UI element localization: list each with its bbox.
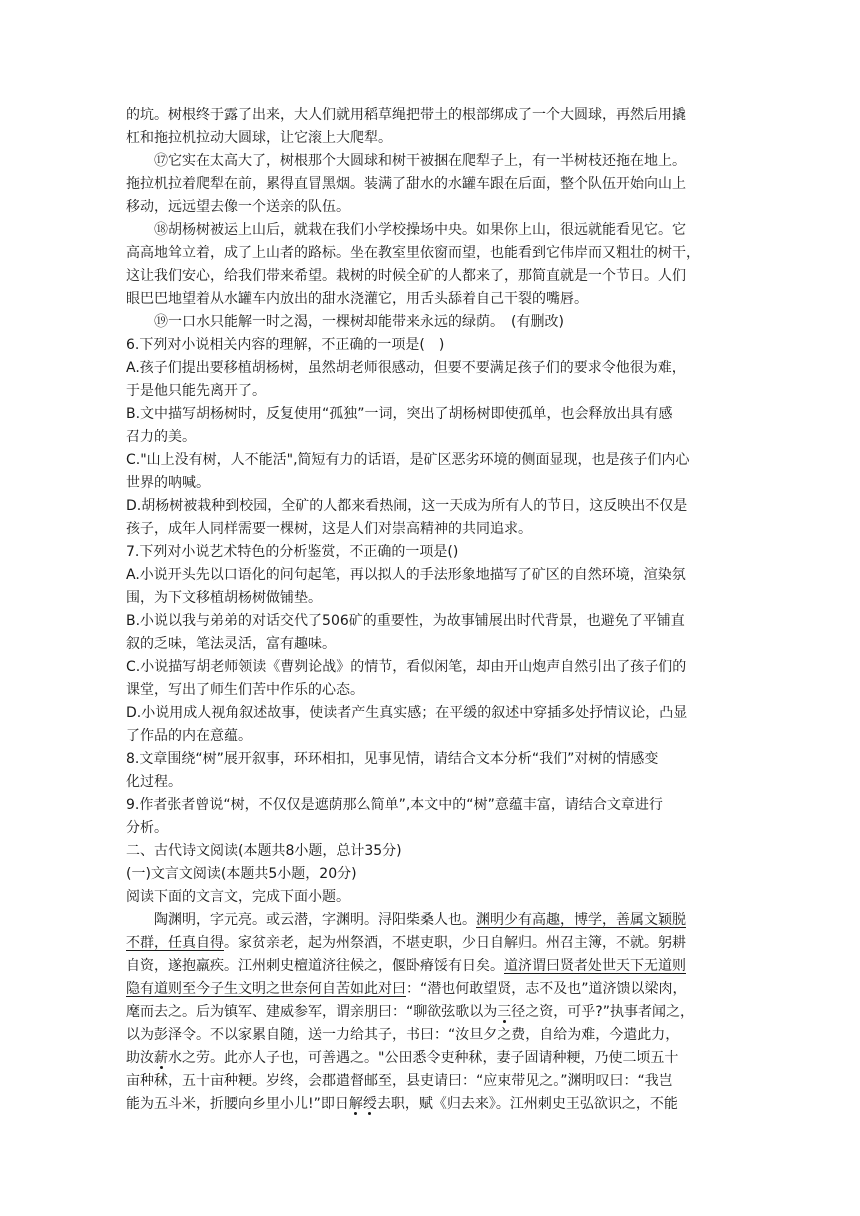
text-span: 去职，赋《归去来》。江州刺史王弘欲识之，不能 [376,1096,678,1112]
text-line: 拖拉机拉着爬犁在前，累得直冒黑烟。装满了甜水的水罐车跟在后面，整个队伍开始向山上 [126,176,686,192]
classical-text-line [126,1001,734,1024]
question-8: 8.文章围绕“树”展开叙事，环环相扣，见事见情，请结合文本分析“我们”对树的情感变 [126,751,659,767]
section-heading: 二、古代诗文阅读(本题共8小题，总计35分) [126,843,402,859]
question-7: 7.下列对小说艺术特色的分析鉴赏，不正确的一项是() [126,544,459,560]
classical-text-line: 以为彭泽令。不以家累自随，送一力给其子，书曰：“汝旦夕之费，自给为难，今遣此力， [126,1027,680,1043]
text-line: 于是他只能先离开了。 [126,383,266,399]
text-span: 径之资，可乎?”执事者闻之， [511,1004,694,1020]
classical-text-line [126,1093,734,1116]
text-span: 陶渊明，字元亮。或云潜，字渊明。浔阳柴桑人也。 [154,912,476,928]
question-6: 6.下列对小说相关内容的理解，不正确的一项是( ) [126,337,445,353]
text-line: 了作品的内在意蕴。 [126,728,252,744]
text-span: 自资，遂抱羸疾。江州刺史檀道济往候之，偃卧瘠馁有日矣。 [126,958,504,974]
underlined-text: 道济谓曰贤者处世天下无道则 [504,958,686,974]
text-line: 眼巴巴地望着从水罐车内放出的甜水浇灌它，用舌头舔着自己干裂的嘴唇。 [126,291,588,307]
option-7d: D.小说用成人视角叙述故事，使读者产生真实感；在平缓的叙述中穿插多处抒情议论，凸显 [126,705,688,721]
classical-text-line [126,909,734,932]
classical-text-line [126,932,734,955]
text-span: 助汝 [126,1050,154,1066]
classical-text-line [126,955,734,978]
emphasis-dot-char: 三 [497,1004,512,1020]
classical-text-line [126,978,734,1001]
option-7c: C.小说描写胡老师领读《曹刿论战》的情节，看似闲笔，却由开山炮声自然引出了孩子们的 [126,659,687,675]
emphasis-dot-char: 解 [348,1096,363,1112]
subsection-heading: (一)文言文阅读(本题共5小题，20分) [126,866,357,882]
option-7a: A.小说开头先以口语化的问句起笔，再以拟人的手法形象地描写了矿区的自然环境，渲染氛 [126,567,686,583]
underlined-text: 渊明少有高趣，博学，善属文颖脱 [476,912,686,928]
text-line: 世界的呐喊。 [126,475,210,491]
emphasis-dot-char: 薪 [154,1050,168,1066]
paragraph-18: ⑱胡杨树被运上山后，就栽在我们小学校操场中央。如果你上山，很远就能看见它。它 [154,222,686,238]
text-line: 移动，远远望去像一个送亲的队伍。 [126,199,350,215]
text-line: 孩子，成年人同样需要一棵树，这是人们对崇高精神的共同追求。 [126,521,532,537]
text-span: 麾而去之。后为镇军、建威参军，谓亲朋曰：“聊欲弦歌以为 [126,1004,498,1020]
text-span: ：“潜也何敢望贤，志不及也”道济馈以梁肉， [406,981,687,997]
text-span: 。家贫亲老，起为州祭酒，不堪吏职，少日自解归。州召主簿，不就。躬耕 [224,935,686,951]
text-line: 召力的美。 [126,429,196,445]
text-line: 高高地耸立着，成了上山者的路标。坐在教室里依窗而望，也能看到它伟岸而又粗壮的树干， [126,245,700,261]
text-line: 围，为下文移植胡杨树做铺垫。 [126,590,322,606]
option-6a: A.孩子们提出要移植胡杨树，虽然胡老师很感动，但要不要满足孩子们的要求令他很为难， [126,360,686,376]
text-line: 的坑。树根终于露了出来，大人们就用稻草绳把带土的根部绑成了一个大圆球，再然后用撬 [126,107,686,123]
classical-text-line: 亩种秫，五十亩种粳。岁终，会郡遣督邮至，县吏请曰：“应束带见之。”渊明叹曰：“我岂 [126,1073,673,1089]
option-6b: B.文中描写胡杨树时，反复使用“孤独”一词，突出了胡杨树即使孤单，也会释放出具有感 [126,406,673,422]
paragraph-19: ⑲一口水只能解一时之渴，一棵树却能带来永远的绿荫。 (有删改) [154,314,564,330]
option-6c: C."山上没有树，人不能活",简短有力的话语，是矿区恶劣环境的侧面显现，也是孩子们内心 [126,452,690,468]
text-line: 课堂，写出了师生们苦中作乐的心态。 [126,682,364,698]
instruction-text: 阅读下面的文言文，完成下面小题。 [126,889,350,905]
option-6d: D.胡杨树被栽种到校园，全矿的人都来看热闹，这一天成为所有人的节日，这反映出不仅是 [126,498,688,514]
underlined-text: 不群，任真自得 [126,935,224,951]
question-9: 9.作者张者曾说“树，不仅仅是遮荫那么简单”,本文中的“树”意蕴丰富，请结合文章进行 [126,797,663,813]
text-line: 分析。 [126,820,168,836]
emphasis-dot-char: 绶 [362,1096,377,1112]
text-line: 化过程。 [126,774,182,790]
text-span: 能为五斗米，折腰向乡里小儿!”即日 [126,1096,349,1112]
paragraph-17: ⑰它实在太高大了，树根那个大圆球和树干被捆在爬犁子上，有一半树枝还拖在地上。 [154,153,686,169]
option-7b: B.小说以我与弟弟的对话交代了506矿的重要性，为故事铺展出时代背景，也避免了平铺直 [126,613,685,629]
classical-text-line [126,1047,734,1070]
text-span: 水之劳。此亦人子也，可善遇之。"公田悉令吏种秫，妻子固请种粳，乃使二顷五十 [168,1050,679,1066]
text-line: 这让我们安心，给我们带来希望。栽树的时候全矿的人都来了，那简直就是一个节日。人们 [126,268,686,284]
underlined-text: 隐有道则至今子生文明之世奈何自苦如此对曰 [126,981,406,997]
text-line: 杠和拖拉机拉动大圆球，让它滚上大爬犁。 [126,130,392,146]
text-line: 叙的乏味，笔法灵活，富有趣味。 [126,636,336,652]
